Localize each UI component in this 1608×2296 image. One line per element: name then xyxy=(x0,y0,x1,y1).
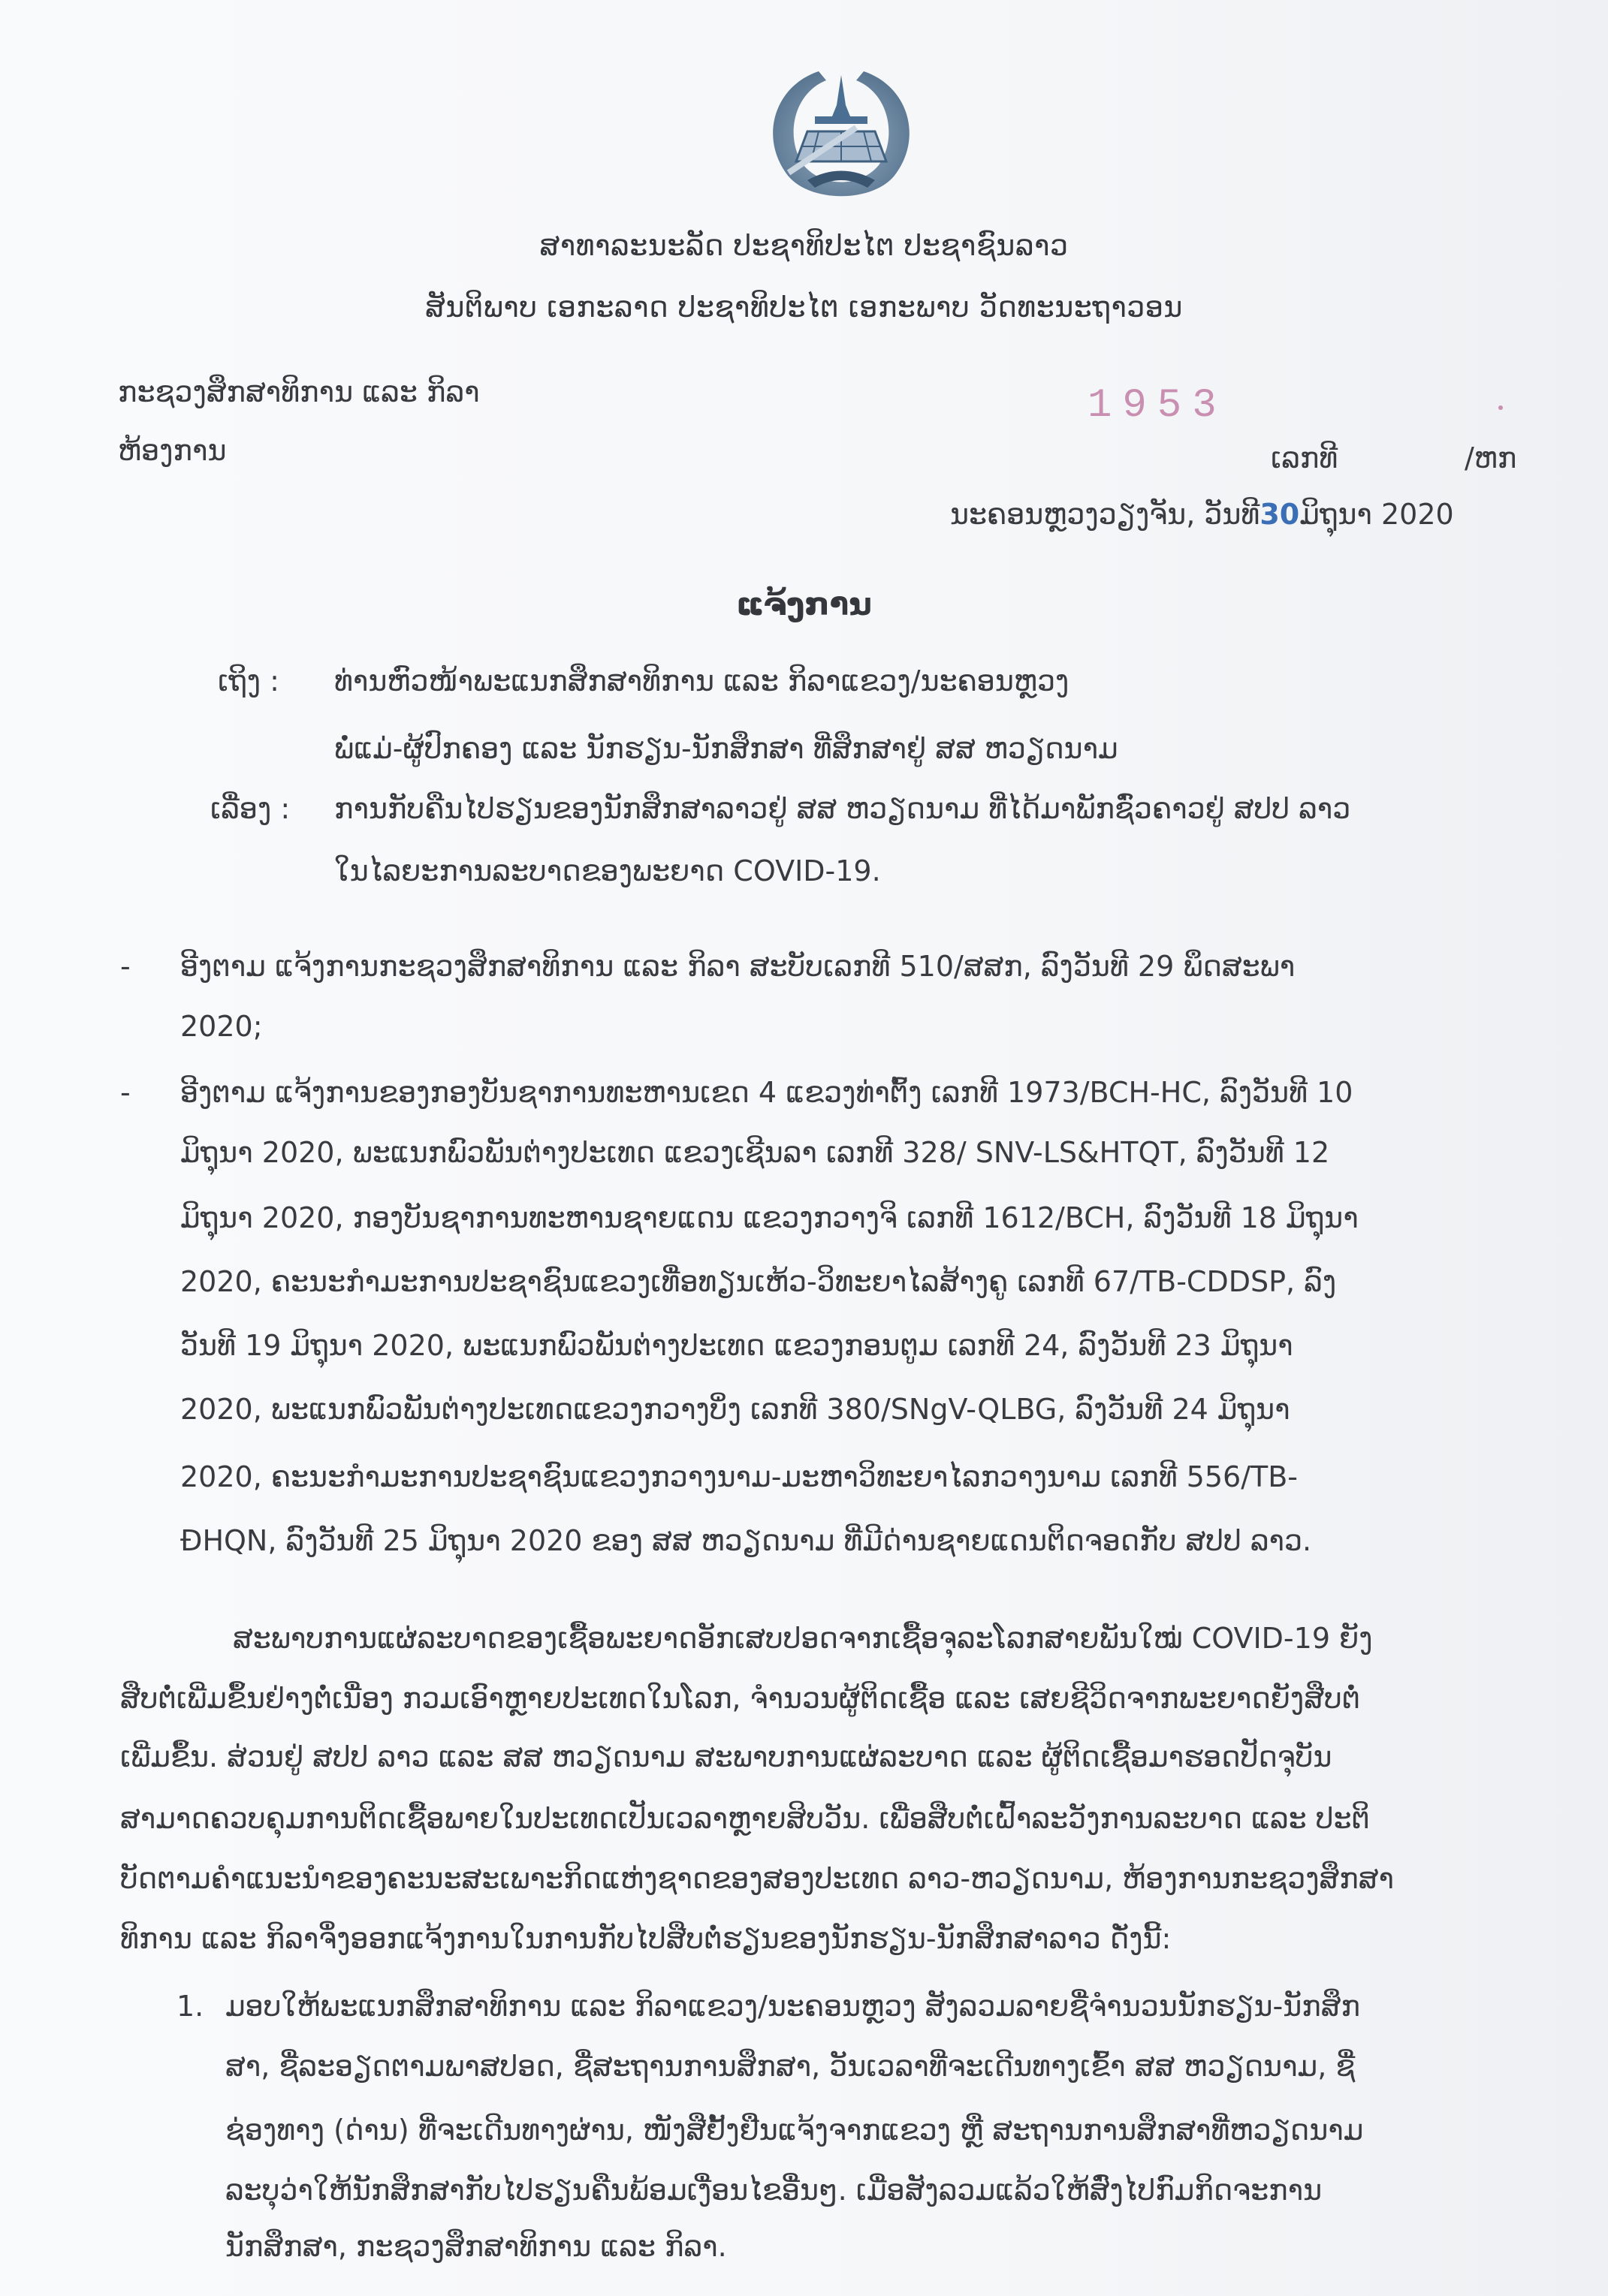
numbered-item-number: 1. xyxy=(176,1990,204,2023)
recipient-line: ພໍ່ແມ່-ຜູ້ປົກຄອງ ແລະ ນັກຮຽນ-ນັກສຶກສາ ທີ່ສຶກສາຢູ່ ສສ ຫວຽດນາມ xyxy=(334,732,1118,765)
recipients-label: ເຖິງ : xyxy=(218,664,279,698)
body-paragraph-line: ບັດຕາມຄຳແນະນຳຂອງຄະນະສະເພາະກິດແຫ່ງຊາດຂອງສອງປະເທດ ລາວ-ຫວຽດນາມ, ຫ້ອງການກະຊວງສຶກສາ xyxy=(120,1862,1394,1895)
reference-line: 2020, ພະແນກພົວພັນຕ່າງປະເທດແຂວງກວາງບິ່ງ ເລກທີ 380/SNgV-QLBG, ລົງວັນທີ 24 ມິຖຸນາ xyxy=(180,1393,1290,1426)
body-paragraph-line: ທິການ ແລະ ກິລາຈຶ່ງອອກແຈ້ງການໃນການກັບໄປສືບຕໍ່ຮຽນຂອງນັກຮຽນ-ນັກສຶກສາລາວ ດັ່ງນີ້: xyxy=(120,1922,1172,1955)
subject-line: ການກັບຄືນໄປຮຽນຂອງນັກສຶກສາລາວຢູ່ ສສ ຫວຽດນາມ ທີ່ໄດ້ມາພັກຊົ່ວຄາວຢູ່ ສປປ ລາວ xyxy=(334,792,1351,825)
numbered-item-line: ສາ, ຊື່ລະອຽດຕາມພາສປອດ, ຊື່ສະຖານການສຶກສາ, ວັນເວລາທີ່ຈະເດີນທາງເຂົ້າ ສສ ຫວຽດນາມ, ຊື່ xyxy=(225,2050,1356,2083)
reference-number-label: ເລກທີ xyxy=(1271,441,1338,475)
numbered-item-line: ນັກສຶກສາ, ກະຊວງສຶກສາທິການ ແລະ ກິລາ. xyxy=(225,2230,727,2263)
letterhead-line-1: ສາທາລະນະລັດ ປະຊາທິປະໄຕ ປະຊາຊົນລາວ xyxy=(539,229,1069,262)
body-paragraph-line: ສືບຕໍ່ເພີ່ມຂຶ້ນຢ່າງຕໍ່ເນື່ອງ ກວມເອົາຫຼາຍປະເທດໃນໂລກ, ຈຳນວນຜູ້ຕິດເຊື້ອ ແລະ ເສຍຊີວິດຈາກພະຍາດຍັງສືບຕໍ່ xyxy=(120,1682,1361,1715)
subject-line: ໃນໄລຍະການລະບາດຂອງພະຍາດ COVID-19. xyxy=(334,854,881,887)
reference-bullet: - xyxy=(120,950,131,983)
reference-line: 2020, ຄະນະກຳມະການປະຊາຊົນແຂວງເທື່ອທຽນເຫ້ວ-ວິທະຍາໄລສ້າງຄູ ເລກທີ 67/TB-CDDSP, ລົງ xyxy=(180,1265,1337,1298)
document-title: ແຈ້ງການ xyxy=(736,586,872,622)
numbered-item-line: ຊ່ອງທາງ (ດ່ານ) ທີ່ຈະເດີນທາງຜ່ານ, ໜັງສືຢັ້ງຢືນແຈ້ງຈາກແຂວງ ຫຼື ສະຖານການສຶກສາທີ່ຫວຽດນາມ xyxy=(225,2114,1364,2147)
body-paragraph-line: ສາມາດຄວບຄຸມການຕິດເຊື້ອພາຍໃນປະເທດເປັນເວລາຫຼາຍສິບວັນ. ເພື່ອສືບຕໍ່ເຝົ້າລະວັງການລະບາດ ແລະ ປະຕິ xyxy=(120,1802,1370,1835)
recipient-line: ທ່ານຫົວໜ້າພະແນກສຶກສາທິການ ແລະ ກິລາແຂວງ/ນະຄອນຫຼວງ xyxy=(334,664,1069,698)
date-prefix: ນະຄອນຫຼວງວຽງຈັນ, ວັນທີ xyxy=(950,498,1260,531)
reference-line: ມິຖຸນາ 2020, ກອງບັນຊາການທະຫານຊາຍແດນ ແຂວງກວາງຈິ ເລກທີ 1612/BCH, ລົງວັນທີ 18 ມິຖຸນາ xyxy=(180,1201,1359,1234)
issuer-office: ຫ້ອງການ xyxy=(118,434,227,467)
issuer-ministry: ກະຊວງສຶກສາທິການ ແລະ ກິລາ xyxy=(118,375,480,408)
registration-stamp-number: 1953 xyxy=(1088,383,1227,429)
date-suffix: ມິຖຸນາ 2020 xyxy=(1299,498,1454,531)
reference-line: ມິຖຸນາ 2020, ພະແນກພົວພັນຕ່າງປະເທດ ແຂວງເຊີນລາ ເລກທີ 328/ SNV-LS&HTQT, ລົງວັນທີ 12 xyxy=(180,1136,1330,1169)
body-paragraph-line: ເພີ່ມຂຶ້ນ. ສ່ວນຢູ່ ສປປ ລາວ ແລະ ສສ ຫວຽດນາມ ສະພາບການແຜ່ລະບາດ ແລະ ຜູ້ຕິດເຊື້ອມາຮອດປັດຈຸບັນ xyxy=(120,1740,1332,1773)
body-paragraph-line: ສະພາບການແຜ່ລະບາດຂອງເຊື້ອພະຍາດອັກເສບປອດຈາກເຊື້ອຈຸລະໂລກສາຍພັນໃໝ່ COVID-19 ຍັງ xyxy=(233,1622,1373,1655)
date-line xyxy=(950,498,1454,531)
reference-bullet: - xyxy=(120,1076,131,1109)
reference-line: ĐHQN, ລົງວັນທີ 25 ມິຖຸນາ 2020 ຂອງ ສສ ຫວຽດນາມ ທີ່ມີດ່ານຊາຍແດນຕິດຈອດກັບ ສປປ ລາວ. xyxy=(180,1524,1312,1557)
reference-line: ອີງຕາມ ແຈ້ງການກະຊວງສຶກສາທິການ ແລະ ກິລາ ສະບັບເລກທີ 510/ສສກ, ລົງວັນທີ 29 ພຶດສະພາ xyxy=(180,950,1296,983)
stamp-dot xyxy=(1498,405,1503,410)
numbered-item-line: ມອບໃຫ້ພະແນກສຶກສາທິການ ແລະ ກິລາແຂວງ/ນະຄອນຫຼວງ ສັງລວມລາຍຊື່ຈຳນວນນັກຮຽນ-ນັກສຶກ xyxy=(225,1990,1360,2023)
reference-number-suffix: /ຫກ xyxy=(1465,441,1517,475)
reference-line: 2020; xyxy=(180,1010,263,1043)
subject-label: ເລື່ອງ : xyxy=(210,792,291,825)
reference-line: 2020, ຄະນະກຳມະການປະຊາຊົນແຂວງກວາງນາມ-ມະຫາວິທະຍາໄລກວາງນາມ ເລກທີ 556/TB- xyxy=(180,1460,1298,1493)
lao-national-emblem-icon xyxy=(744,34,939,206)
letterhead-line-2: ສັນຕິພາບ ເອກະລາດ ປະຊາທິປະໄຕ ເອກະພາບ ວັດທະນະຖາວອນ xyxy=(425,291,1183,324)
date-day-handwritten: 30 xyxy=(1260,498,1300,531)
reference-line: ວັນທີ 19 ມິຖຸນາ 2020, ພະແນກພົວພັນຕ່າງປະເທດ ແຂວງກອນຕູມ ເລກທີ 24, ລົງວັນທີ 23 ມິຖຸນາ xyxy=(180,1329,1293,1362)
reference-line: ອີງຕາມ ແຈ້ງການຂອງກອງບັນຊາການທະຫານເຂດ 4 ແຂວງທ່າຕົ້ງ ເລກທີ 1973/BCH-HC, ລົງວັນທີ 10 xyxy=(180,1076,1353,1109)
numbered-item-line: ລະບຸວ່າໃຫ້ນັກສຶກສາກັບໄປຮຽນຄືນພ້ອມເງື່ອນໄຂອື່ນໆ. ເມື່ອສັງລວມແລ້ວໃຫ້ສົ່ງໄປກົມກິດຈະການ xyxy=(225,2174,1323,2207)
